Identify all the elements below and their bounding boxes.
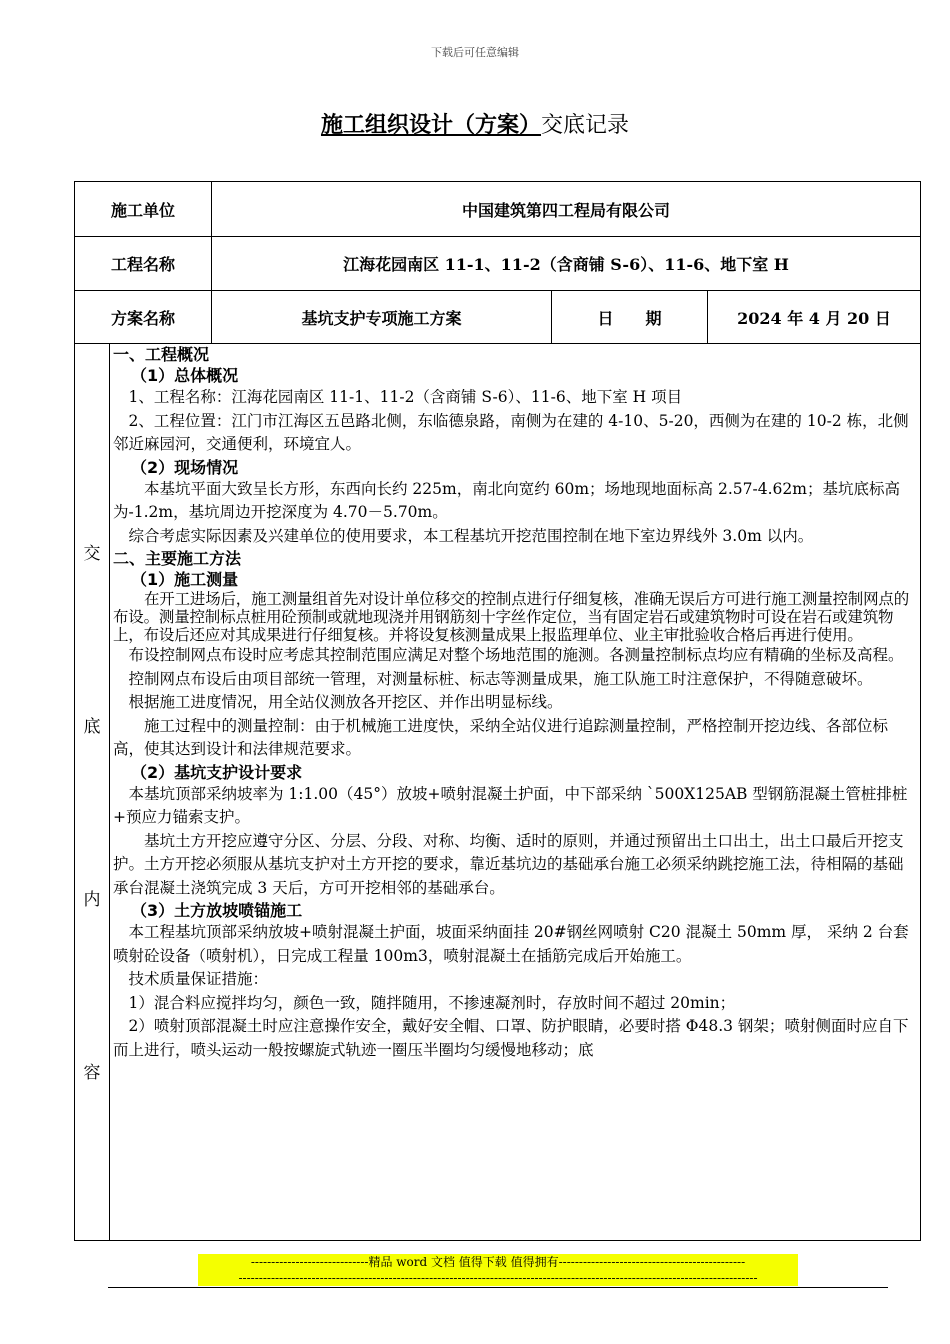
plan-label: 方案名称 bbox=[75, 291, 212, 343]
record-table bbox=[74, 181, 921, 1241]
paragraph: 技术质量保证措施： bbox=[128, 970, 269, 988]
page-title bbox=[0, 108, 950, 139]
paragraph: 1）混合料应搅拌均匀，颜色一致，随拌随用，不掺速凝剂时，存放时间不超过 20min； bbox=[128, 993, 736, 1012]
paragraph: 基坑土方开挖应遵守分区、分层、分段、对称、均衡、适时的原则，并通过预留出土口出土，出土口最后开挖支护。土方开挖必须服从基坑支护对土方开挖的要求，靠近基坑边的基础承台施工必须采纳跳挖施工法，待相隔的基础承台混凝土浇筑完成 3 天后，方可开挖相邻的基础承台。 bbox=[113, 831, 904, 897]
briefing-content bbox=[113, 344, 913, 1240]
paragraph: 布设控制网点布设时应考虑其控制范围应满足对整个场地范围的施测。各测量控制标点均应有精确的坐标及高程。 bbox=[128, 646, 904, 664]
title-bold: 施工组织设计（方案） bbox=[320, 113, 541, 138]
paragraph: 本工程基坑顶部采纳放坡+喷射混凝土护面，坡面采纳面挂 20#钢丝网喷射 C20 混凝土 50mm 厚， 采纳 2 台套喷射砼设备（喷射机），日完成工程量 100m3，喷射混凝土在插筋完成后开始施工。 bbox=[113, 923, 909, 965]
row-project bbox=[75, 237, 920, 291]
side-label bbox=[75, 344, 110, 1240]
footer-line-2: -------------------------------------------------------------------------------------------------------------------------------- bbox=[198, 1270, 798, 1286]
date-label: 日 期 bbox=[552, 291, 708, 343]
paragraph: 本基坑平面大致呈长方形，东西向长约 225m，南北向宽约 60m；场地现地面标高 2.57-4.62m；基坑底标高为-1.2m，基坑周边开挖深度为 4.70－5.70m。 bbox=[113, 479, 900, 521]
paragraph: 在开工进场后，施工测量组首先对设计单位移交的控制点进行仔细复核，准确无误后方可进行施工测量控制网点的布设。测量控制标点桩用砼预制或就地现浇并用钢筋刻十字丝作定位，当有固定岩石或建筑物时可设在岩石或建筑物上，布设后还应对其成果进行仔细复核。并将设复核测量成果上报监理单位、业主审批验收合格后再进行使用。 bbox=[113, 590, 910, 644]
paragraph: 控制网点布设后由项目部统一管理，对测量标桩、标志等测量成果，施工队施工时注意保护，不得随意破坏。 bbox=[128, 669, 873, 688]
row-plan bbox=[75, 291, 920, 344]
section-heading: 二、主要施工方法 bbox=[113, 549, 242, 568]
paragraph: 1、工程名称：江海花园南区 11-1、11-2（含商铺 S-6）、11-6、地下室 H 项目 bbox=[128, 388, 683, 406]
footer-banner bbox=[198, 1254, 798, 1286]
subsection-heading: （2）现场情况 bbox=[131, 457, 239, 477]
paragraph: 根据施工进度情况，用全站仪测放各开挖区、并作出明显标线。 bbox=[128, 693, 563, 711]
paragraph: 2）喷射顶部混凝土时应注意操作安全，戴好安全帽、口罩、防护眼睛，必要时搭 Φ48.3 钢架；喷射侧面时应自下而上进行，喷头运动一般按螺旋式轨迹一圈压半圈均匀缓慢地移动；底 bbox=[113, 1017, 909, 1059]
side-char-1: 交 bbox=[83, 544, 101, 564]
unit-label: 施工单位 bbox=[75, 182, 212, 236]
row-unit bbox=[75, 182, 920, 237]
title-normal: 交底记录 bbox=[541, 113, 630, 138]
date-value: 2024 年 4 月 20 日 bbox=[737, 308, 891, 328]
paragraph: 施工过程中的测量控制：由于机械施工进度快，采纳全站仪进行追踪测量控制，严格控制开挖边线、各部位标高，使其达到设计和法律规范要求。 bbox=[113, 716, 889, 758]
side-char-2: 底 bbox=[83, 717, 101, 737]
paragraph: 2、工程位置：江门市江海区五邑路北侧，东临德泉路，南侧为在建的 4-10、5-20，西侧为在建的 10-2 栋，北侧邻近麻园河，交通便利，环境宜人。 bbox=[113, 411, 909, 453]
paragraph: 综合考虑实际因素及兴建单位的使用要求，本工程基坑开挖范围控制在地下室边界线外 3.0m 以内。 bbox=[128, 526, 814, 545]
section-heading: 一、工程概况 bbox=[113, 345, 210, 364]
subsection-heading: （2）基坑支护设计要求 bbox=[131, 762, 303, 782]
footer-line-1: -----------------------------精品 word 文档 值得下载 值得拥有---------------------------------------------- bbox=[198, 1254, 798, 1270]
project-value: 江海花园南区 11-1、11-2（含商铺 S-6）、11-6、地下室 H bbox=[343, 255, 789, 274]
project-label: 工程名称 bbox=[75, 237, 212, 290]
plan-value: 基坑支护专项施工方案 bbox=[212, 291, 552, 343]
subsection-heading: （1）总体概况 bbox=[131, 366, 239, 385]
footer-divider bbox=[108, 1287, 888, 1288]
unit-value: 中国建筑第四工程局有限公司 bbox=[461, 200, 670, 220]
subsection-heading: （3）土方放坡喷锚施工 bbox=[131, 901, 303, 920]
side-char-4: 容 bbox=[83, 1063, 101, 1083]
header-note: 下载后可任意编辑 bbox=[431, 46, 519, 59]
side-char-3: 内 bbox=[83, 890, 101, 910]
subsection-heading: （1）施工测量 bbox=[131, 570, 239, 589]
paragraph: 本基坑顶部采纳坡率为 1:1.00（45°）放坡+喷射混凝土护面，中下部采纳 `500X125AB 型钢筋混凝土管桩排桩+预应力锚索支护。 bbox=[113, 784, 908, 826]
